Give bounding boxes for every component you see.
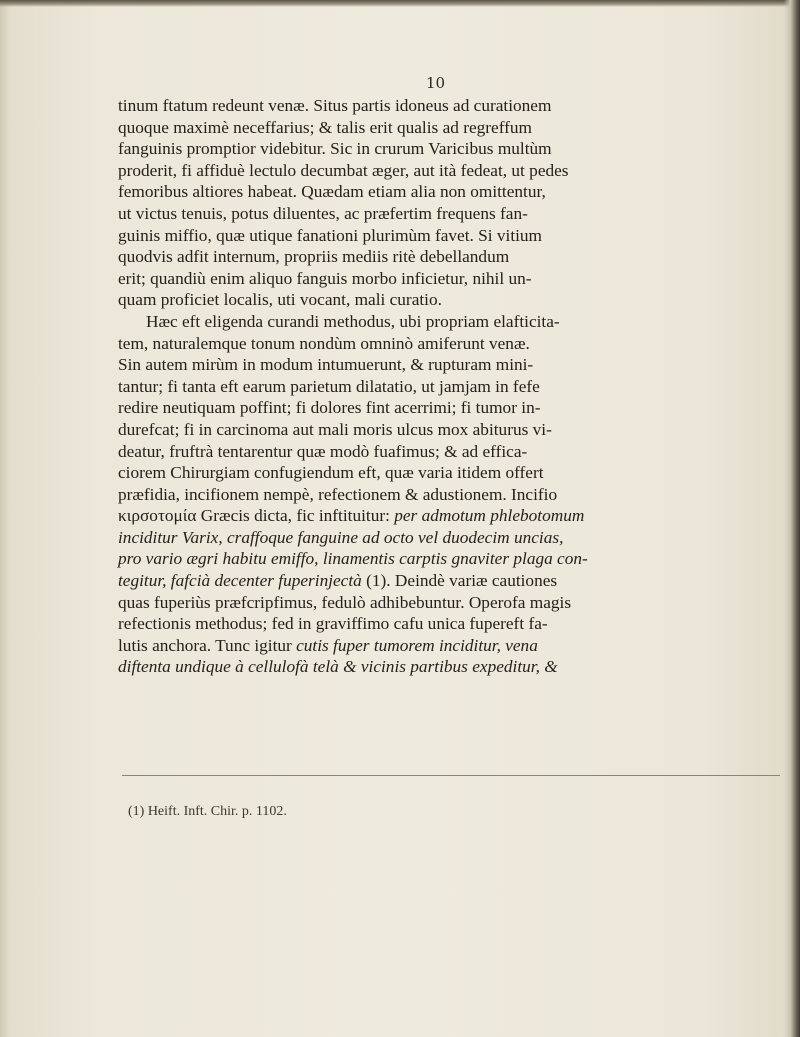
text-segment-italic: cutis fuper tumorem inciditur, vena xyxy=(296,635,538,655)
text-line: pro vario ægri habitu emiffo, linamentis carptis gnaviter plaga con- xyxy=(118,549,588,569)
text-line: tinum ftatum redeunt venæ. Situs partis idoneus ad curationem xyxy=(118,96,552,115)
text-line: deatur, fruftrà tentarentur quæ modò fuafimus; & ad effica- xyxy=(118,441,528,461)
text-line xyxy=(118,635,784,657)
text-line: femoribus altiores habeat. Quædam etiam alia non omittentur, xyxy=(118,182,546,202)
text-line: quas fuperiùs præfcripfimus, fedulò adhibebuntur. Operofa magis xyxy=(118,592,572,612)
text-line: tem, naturalemque tonum nondùm omninò amiferunt venæ. xyxy=(118,333,530,353)
text-segment-roman: κιρσοτομία Græcis dicta, fic inftituitur: xyxy=(118,506,395,526)
text-line: quodvis adfit internum, propriis mediis ritè debellandum xyxy=(118,247,510,267)
text-line xyxy=(118,570,784,592)
text-line: Sin autem mirùm in modum intumuerunt, & rupturam mini- xyxy=(118,355,534,375)
text-line: guinis miffio, quæ utique fanationi plurimùm favet. Si vitium xyxy=(118,225,542,245)
text-segment-italic: tegitur, fafcià decenter fuperinjectà xyxy=(118,571,367,591)
text-line: quoque maximè neceffarius; & talis erit qualis ad regreffum xyxy=(118,117,532,137)
page-top-edge xyxy=(0,0,800,7)
footnote-rule xyxy=(122,775,780,776)
text-line: redire neutiquam poffint; fi dolores fint acerrimi; fi tumor in- xyxy=(118,398,541,418)
text-line: Hæc eft eligenda curandi methodus, ubi propriam elafticita- xyxy=(146,311,560,331)
text-line: ciorem Chirurgiam confugiendum eft, quæ varia itidem offert xyxy=(118,463,544,483)
text-line: fanguinis promptior videbitur. Sic in crurum Varicibus multùm xyxy=(118,139,552,159)
text-segment-roman: lutis anchora. Tunc igitur xyxy=(118,635,297,655)
text-line: refectionis methodus; fed in graviffimo cafu unica fupereft fa- xyxy=(118,614,548,634)
text-line: proderit, fi affiduè lectulo decumbat æger, aut ità fedeat, ut pedes xyxy=(118,160,569,180)
text-line: ut victus tenuis, potus diluentes, ac præfertim frequens fan- xyxy=(118,203,528,223)
text-segment-italic: per admotum phlebotomum xyxy=(394,506,585,526)
text-line: diftenta undique à cellulofà telà & vicinis partibus expeditur, & xyxy=(118,657,558,677)
page-left-edge xyxy=(0,0,10,1037)
text-line: præfidia, incifionem nempè, refectionem & adustionem. Incifio xyxy=(118,484,558,504)
page-binding-edge xyxy=(784,0,800,1037)
text-line: durefcat; fi in carcinoma aut mali moris ulcus mox abiturus vi- xyxy=(118,419,552,439)
text-line xyxy=(118,505,784,527)
text-line: inciditur Varix, craffoque fanguine ad octo vel duodecim uncias, xyxy=(118,527,564,547)
text-line: erit; quandiù enim aliquo fanguis morbo inficietur, nihil un- xyxy=(118,268,532,288)
body-text xyxy=(118,95,784,678)
text-line: quam proficiet localis, uti vocant, mali curatio. xyxy=(118,290,442,310)
page-number: 10 xyxy=(426,74,446,92)
text-line: tantur; fi tanta eft earum parietum dilatatio, ut jamjam in fefe xyxy=(118,376,540,396)
text-segment-roman: (1). Deindè variæ cautiones xyxy=(366,571,558,591)
footnote: (1) Heift. Inft. Chir. p. 1102. xyxy=(128,804,287,819)
